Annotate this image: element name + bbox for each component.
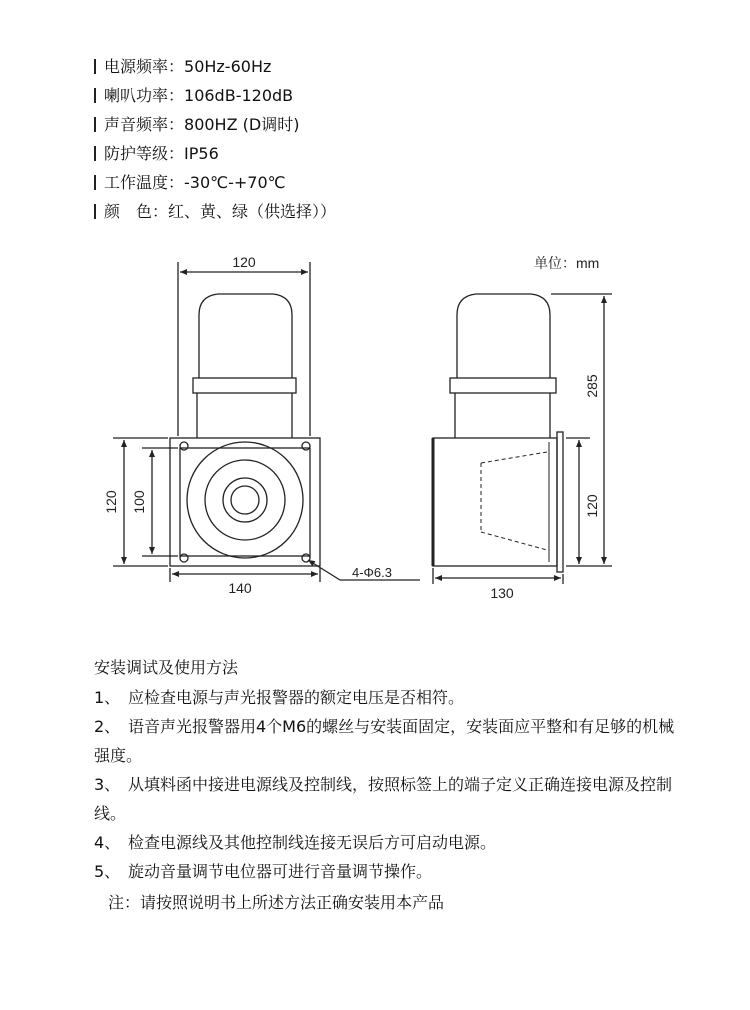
spec-value: 800HZ (D调时) [184,115,300,134]
dim-front-height-inner: 100 [131,490,147,514]
spec-line-horn-power [94,86,293,106]
step-text: 应检查电源与声光报警器的额定电压是否相符。 [128,688,465,707]
step-text: 检查电源线及其他控制线连接无误后方可启动电源。 [128,833,497,852]
installation-note: 注：请按照说明书上所述方法正确安装用本产品 [108,893,445,912]
dimension-drawing [0,240,750,610]
spec-label: 防护等级： [104,144,185,163]
dim-side-depth: 130 [490,585,514,601]
spec-line-color [94,202,336,222]
bullet-bar [94,175,96,190]
spec-value: 50Hz-60Hz [184,57,272,76]
instruction-step [94,683,684,712]
step-text: 旋动音量调节电位器可进行音量调节操作。 [128,862,433,881]
spec-label: 喇叭功率： [104,86,185,105]
spec-label: 颜 色： [104,202,169,221]
instruction-step [94,770,684,828]
instruction-step [94,712,684,770]
dim-hole-spec: 4-Φ6.3 [352,565,393,580]
side-view [433,294,612,584]
spec-line-working-temperature [94,173,286,193]
spec-line-power-frequency [94,57,271,77]
dim-front-top-width: 120 [232,254,256,270]
step-number: 1、 [94,688,121,707]
step-number: 5、 [94,862,121,881]
spec-value: 106dB-120dB [184,86,294,105]
spec-value: -30℃-+70℃ [184,173,286,192]
bullet-bar [94,204,96,219]
bullet-bar [94,59,96,74]
dim-side-total-height: 285 [584,374,600,398]
instruction-step [94,857,684,886]
dim-side-box-height: 120 [584,494,600,518]
step-number: 3、 [94,775,121,794]
bullet-bar [94,146,96,161]
front-view [113,262,420,582]
step-text: 从填料函中接进电源线及控制线，按照标签上的端子定义正确连接电源及控制线。 [94,775,673,823]
spec-value: IP56 [184,144,219,163]
bullet-bar [94,117,96,132]
spec-line-sound-frequency [94,115,299,135]
spec-label: 声音频率： [104,115,185,134]
spec-label: 工作温度： [104,173,185,192]
bullet-bar [94,88,96,103]
step-number: 4、 [94,833,121,852]
dim-front-height-outer: 120 [103,490,119,514]
spec-line-protection-class [94,144,219,164]
dim-front-base-width: 140 [228,580,252,596]
spec-value: 红、黄、绿（供选择）） [168,202,337,221]
instruction-step [94,828,684,857]
unit-label: 单位：mm [534,255,600,271]
step-text: 语音声光报警器用4个M6的螺丝与安装面固定，安装面应平整和有足够的机械强度。 [94,717,675,765]
spec-label: 电源频率： [104,57,185,76]
step-number: 2、 [94,717,121,736]
instructions-title: 安装调试及使用方法 [94,658,239,677]
